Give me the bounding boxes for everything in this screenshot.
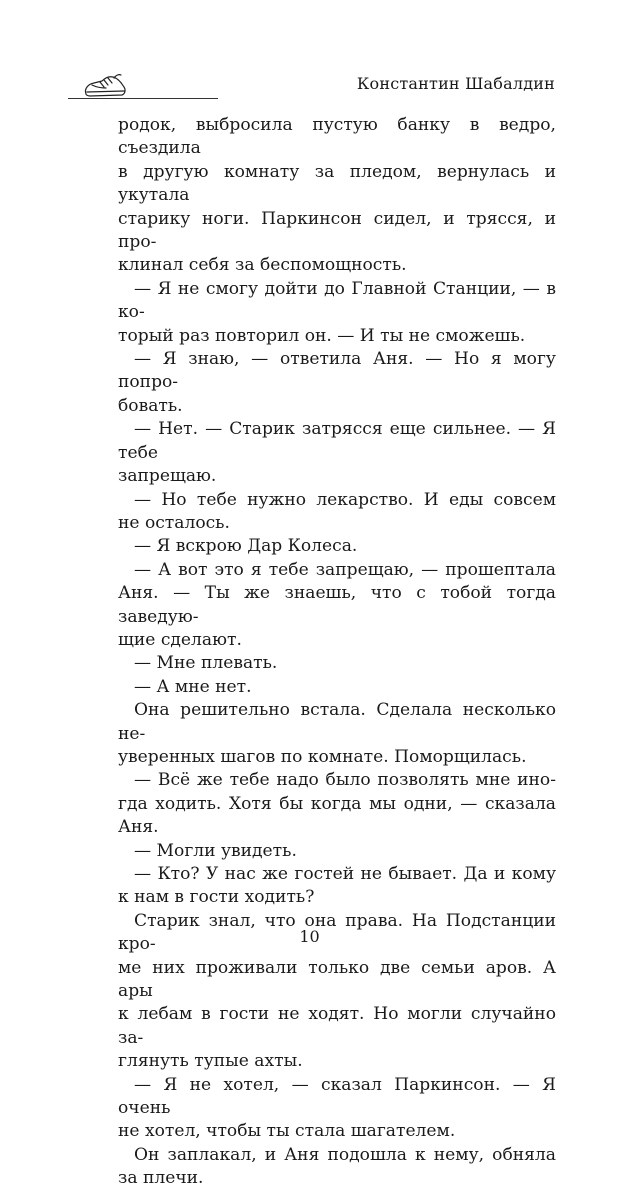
text-line: запрещаю. bbox=[118, 466, 217, 487]
text-line: — Могли увидеть. bbox=[134, 840, 297, 861]
text-line: Она решительно встала. Сделала несколько не- bbox=[118, 700, 556, 744]
text-line: к лебам в гости не ходят. Но могли случайно за- bbox=[118, 1004, 556, 1048]
text-line: гда ходить. Хотя бы когда мы одни, — сказала bbox=[118, 793, 556, 814]
text-line: старику ноги. Паркинсон сидел, и трясся, и про- bbox=[118, 208, 556, 253]
text-line: Старик знал, что она права. На Подстанции кро- bbox=[118, 910, 556, 955]
text-line: клинал себя за беспомощность. bbox=[118, 255, 407, 276]
text-line: ме них проживали только две семьи аров. А ары bbox=[118, 957, 556, 1002]
text-line: — Мне плевать. bbox=[134, 653, 278, 674]
text-line: Аня. — Ты же знаешь, что с тобой тогда заведую- bbox=[118, 583, 556, 627]
text-line: щие сделают. bbox=[118, 629, 242, 650]
text-line: — А вот это я тебе запрещаю, — прошептала bbox=[134, 559, 556, 580]
text-line: глянуть тупые ахты. bbox=[118, 1051, 303, 1072]
text-line: бовать. bbox=[118, 395, 183, 416]
text-line: — Я не хотел, — сказал Паркинсон. — Я очень bbox=[118, 1074, 556, 1119]
text-line: к нам в гости ходить? bbox=[118, 887, 315, 908]
text-line: — Нет. — Старик затрясся еще сильнее. — Я тебе bbox=[118, 419, 556, 463]
text-line: — Я вскрою Дар Колеса. bbox=[134, 536, 358, 557]
text-line: — А мне нет. bbox=[134, 676, 252, 697]
text-line: — Я не смогу дойти до Главной Станции, — в ко- bbox=[118, 278, 556, 323]
text-line: за плечи. bbox=[118, 1168, 204, 1189]
header-rule bbox=[68, 98, 218, 99]
page-number: 10 bbox=[299, 927, 320, 946]
running-header bbox=[68, 64, 555, 104]
text-line: — Кто? У нас же гостей не бывает. Да и кому bbox=[134, 864, 556, 884]
sneaker-logo-icon bbox=[78, 70, 130, 100]
text-line: Аня. bbox=[118, 817, 159, 838]
text-line: — Но тебе нужно лекарство. И еды совсем bbox=[134, 489, 556, 510]
text-line: — Всё же тебе надо было позволять мне ино- bbox=[134, 770, 556, 791]
text-line: Он заплакал, и Аня подошла к нему, обняла bbox=[134, 1144, 556, 1165]
text-line: не осталось. bbox=[118, 512, 230, 533]
text-line: родок, выбросила пустую банку в ведро, съездила bbox=[118, 115, 556, 159]
text-line: не хотел, чтобы ты стала шагателем. bbox=[118, 1121, 456, 1142]
text-line: уверенных шагов по комнате. Поморщилась. bbox=[118, 746, 527, 767]
author-name: Константин Шабалдин bbox=[356, 74, 555, 93]
text-line: в другую комнату за пледом, вернулась и укутала bbox=[118, 161, 556, 206]
text-line: торый раз повторил он. — И ты не сможешь. bbox=[118, 325, 526, 346]
text-line: — Я знаю, — ответила Аня. — Но я могу попро- bbox=[118, 349, 556, 393]
page-body bbox=[118, 114, 556, 1191]
